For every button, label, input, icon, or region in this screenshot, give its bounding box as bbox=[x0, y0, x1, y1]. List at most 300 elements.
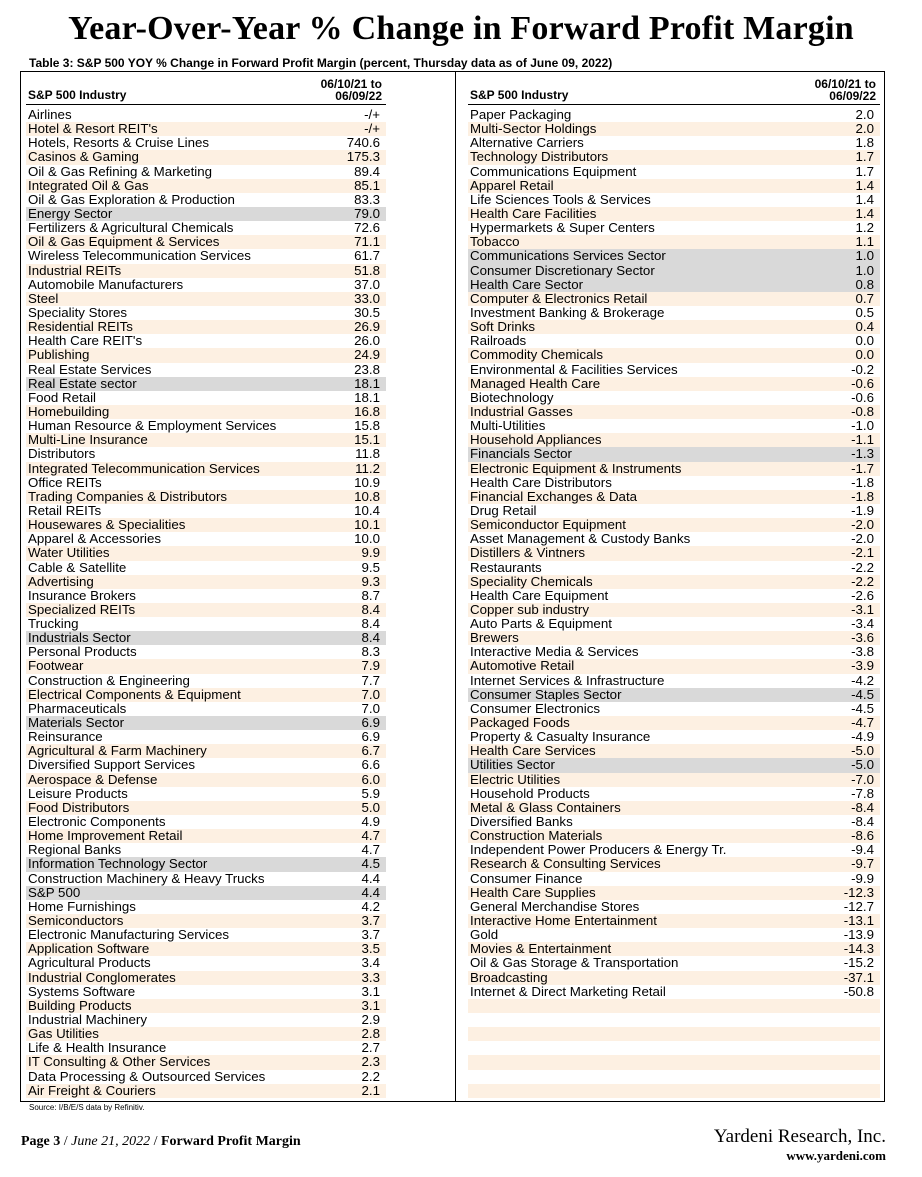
pct-change-value: 4.9 bbox=[361, 814, 380, 830]
table-row bbox=[26, 674, 386, 688]
industry-name: Drug Retail bbox=[470, 502, 537, 518]
industry-name: Communications Equipment bbox=[470, 163, 637, 179]
table-row bbox=[26, 179, 386, 193]
pct-change-value: 9.3 bbox=[361, 573, 380, 589]
table-row bbox=[26, 1070, 386, 1084]
industry-name: Industrial Conglomerates bbox=[28, 969, 176, 985]
industry-name: Office REITs bbox=[28, 474, 102, 490]
pct-change-value: 7.0 bbox=[361, 686, 380, 702]
industry-name: Integrated Oil & Gas bbox=[28, 177, 149, 193]
industry-name: Broadcasting bbox=[470, 969, 548, 985]
industry-name: Industrials Sector bbox=[28, 630, 131, 646]
industry-name: Energy Sector bbox=[28, 205, 113, 221]
pct-change-value: -/+ bbox=[364, 121, 380, 137]
table-row bbox=[26, 872, 386, 886]
industry-name: Alternative Carriers bbox=[470, 135, 584, 151]
table-row bbox=[468, 942, 880, 956]
pct-change-value: 2.7 bbox=[361, 1040, 380, 1056]
page-number: Page 3 bbox=[21, 1134, 61, 1149]
industry-name: Electronic Components bbox=[28, 814, 166, 830]
company-name: Yardeni Research, Inc. bbox=[713, 1126, 886, 1147]
industry-name: Movies & Entertainment bbox=[470, 941, 612, 957]
pct-change-value: 6.6 bbox=[361, 757, 380, 773]
sector-row bbox=[26, 631, 386, 645]
industry-name: Distillers & Vintners bbox=[470, 545, 586, 561]
table-row bbox=[26, 334, 386, 348]
pct-change-value: 8.4 bbox=[361, 601, 380, 617]
pct-change-value: 71.1 bbox=[354, 234, 380, 250]
pct-change-value: 175.3 bbox=[346, 149, 380, 165]
pct-change-value: 72.6 bbox=[354, 220, 380, 236]
table-row bbox=[468, 433, 880, 447]
industry-name: Health Care Distributors bbox=[470, 474, 612, 490]
table-row bbox=[26, 659, 386, 673]
footer-topic: Forward Profit Margin bbox=[160, 1134, 301, 1149]
table-row bbox=[468, 292, 880, 306]
pct-change-value: -5.0 bbox=[851, 757, 874, 773]
pct-change-value: -4.2 bbox=[851, 672, 874, 688]
pct-change-value: -3.9 bbox=[851, 658, 874, 674]
industry-name: Application Software bbox=[28, 941, 150, 957]
table-row bbox=[26, 462, 386, 476]
industry-name: S&P 500 bbox=[28, 884, 81, 900]
pct-change-value: 3.3 bbox=[361, 969, 380, 985]
industry-name: General Merchandise Stores bbox=[470, 898, 640, 914]
pct-change-value: 7.9 bbox=[361, 658, 380, 674]
industry-name: Electrical Components & Equipment bbox=[28, 686, 241, 702]
table-row bbox=[26, 928, 386, 942]
table-row bbox=[26, 122, 386, 136]
table-row bbox=[26, 532, 386, 546]
table-row bbox=[468, 928, 880, 942]
pct-change-value: -1.7 bbox=[851, 460, 874, 476]
industry-name: Insurance Brokers bbox=[28, 587, 136, 603]
table-row bbox=[468, 956, 880, 970]
pct-change-value: -15.2 bbox=[843, 955, 874, 971]
industry-name: Technology Distributors bbox=[470, 149, 609, 165]
page-title: Year-Over-Year % Change in Forward Profit Margin bbox=[68, 10, 854, 47]
table-row bbox=[26, 363, 386, 377]
table-row bbox=[26, 843, 386, 857]
pct-change-value: 4.5 bbox=[361, 856, 380, 872]
industry-name: Consumer Discretionary Sector bbox=[470, 262, 655, 278]
footer-date: June 21, 2022 bbox=[71, 1134, 151, 1149]
pct-change-value: 10.1 bbox=[354, 517, 380, 533]
table-row bbox=[468, 1084, 880, 1098]
table-row bbox=[26, 730, 386, 744]
industry-name: Airlines bbox=[28, 107, 72, 122]
industry-name: Hotels, Resorts & Cruise Lines bbox=[28, 135, 210, 151]
industry-name: Air Freight & Couriers bbox=[28, 1082, 156, 1098]
table-row bbox=[468, 518, 880, 532]
pct-change-value: 2.8 bbox=[361, 1026, 380, 1042]
table-row bbox=[26, 518, 386, 532]
table-row bbox=[468, 476, 880, 490]
industry-name: Gas Utilities bbox=[28, 1026, 99, 1042]
pct-change-value: 1.4 bbox=[855, 205, 874, 221]
table-row bbox=[468, 561, 880, 575]
industry-name: Internet & Direct Marketing Retail bbox=[470, 983, 666, 999]
industry-name: Speciality Chemicals bbox=[470, 573, 593, 589]
pct-change-value: 3.1 bbox=[361, 983, 380, 999]
pct-change-value: -2.2 bbox=[851, 573, 874, 589]
table-row bbox=[468, 659, 880, 673]
pct-change-value: -2.0 bbox=[851, 531, 874, 547]
table-row bbox=[26, 956, 386, 970]
industry-name: Utilities Sector bbox=[470, 757, 555, 773]
industry-name: Diversified Support Services bbox=[28, 757, 196, 773]
industry-name: Industrial Machinery bbox=[28, 1012, 147, 1027]
pct-change-value: 10.9 bbox=[354, 474, 380, 490]
table-row bbox=[468, 1027, 880, 1041]
table-row bbox=[468, 603, 880, 617]
pct-change-value: -5.0 bbox=[851, 743, 874, 759]
table-row bbox=[468, 617, 880, 631]
industry-name: Asset Management & Custody Banks bbox=[470, 531, 691, 547]
table-row bbox=[26, 278, 386, 292]
pct-change-value: 4.4 bbox=[361, 884, 380, 900]
right-column-header bbox=[468, 72, 880, 105]
table-row bbox=[26, 589, 386, 603]
pct-change-value: -3.6 bbox=[851, 630, 874, 646]
industry-name: Multi-Sector Holdings bbox=[470, 121, 597, 137]
table-row bbox=[468, 363, 880, 377]
industry-name: Personal Products bbox=[28, 644, 137, 660]
industry-name: Homebuilding bbox=[28, 403, 110, 419]
pct-change-value: 2.1 bbox=[361, 1082, 380, 1098]
pct-change-value: -9.9 bbox=[851, 870, 874, 886]
industry-name: Systems Software bbox=[28, 983, 136, 999]
industry-name: Oil & Gas Equipment & Services bbox=[28, 234, 220, 250]
table-row bbox=[468, 193, 880, 207]
pct-change-value: 24.9 bbox=[354, 347, 380, 363]
pct-change-value: 3.1 bbox=[361, 997, 380, 1013]
table-row bbox=[468, 462, 880, 476]
table-row bbox=[468, 306, 880, 320]
industry-name: Oil & Gas Refining & Marketing bbox=[28, 163, 213, 179]
table-row bbox=[26, 136, 386, 150]
pct-change-value: 18.1 bbox=[354, 389, 380, 405]
pct-change-value: 3.4 bbox=[361, 955, 380, 971]
pct-change-value: 51.8 bbox=[354, 262, 380, 278]
footer-right bbox=[714, 1126, 886, 1164]
table-row bbox=[468, 419, 880, 433]
industry-name: Cable & Satellite bbox=[28, 559, 127, 575]
pct-change-value: 7.7 bbox=[361, 672, 380, 688]
industry-name: Financial Exchanges & Data bbox=[470, 488, 638, 504]
table-row bbox=[26, 702, 386, 716]
industry-name: Advertising bbox=[28, 573, 94, 589]
pct-change-value: 4.2 bbox=[361, 898, 380, 914]
industry-name: Water Utilities bbox=[28, 545, 110, 561]
industry-name: Wireless Telecommunication Services bbox=[28, 248, 251, 264]
pct-change-value: -4.5 bbox=[851, 686, 874, 702]
pct-change-value: 1.0 bbox=[855, 262, 874, 278]
industry-name: Computer & Electronics Retail bbox=[470, 290, 648, 306]
table-row bbox=[26, 829, 386, 843]
table-row bbox=[468, 971, 880, 985]
table-row bbox=[468, 886, 880, 900]
website-link[interactable]: www.yardeni.com bbox=[786, 1148, 886, 1163]
table-row bbox=[26, 645, 386, 659]
table-row bbox=[468, 985, 880, 999]
pct-change-value: -0.6 bbox=[851, 389, 874, 405]
industry-name: Paper Packaging bbox=[470, 107, 572, 122]
pct-change-value: 3.7 bbox=[361, 927, 380, 943]
pct-change-value: 1.8 bbox=[855, 135, 874, 151]
industry-name: Agricultural Products bbox=[28, 955, 151, 971]
pct-change-value: -37.1 bbox=[843, 969, 874, 985]
table-row bbox=[468, 631, 880, 645]
pct-change-value: -4.9 bbox=[851, 729, 874, 745]
pct-change-value: 4.4 bbox=[361, 870, 380, 886]
pct-change-value: -/+ bbox=[364, 107, 380, 122]
pct-change-value: 61.7 bbox=[354, 248, 380, 264]
pct-change-value: 11.2 bbox=[355, 460, 380, 476]
pct-change-value: 5.0 bbox=[361, 799, 380, 815]
industry-name: Leisure Products bbox=[28, 785, 128, 801]
table-row bbox=[468, 843, 880, 857]
industry-name: Construction Machinery & Heavy Trucks bbox=[28, 870, 265, 886]
industry-name: Apparel Retail bbox=[470, 177, 554, 193]
industry-name: Railroads bbox=[470, 333, 527, 349]
industry-name: Fertilizers & Agricultural Chemicals bbox=[28, 220, 234, 236]
table-row bbox=[468, 179, 880, 193]
table-row bbox=[26, 773, 386, 787]
pct-change-value: 2.2 bbox=[361, 1068, 380, 1084]
industry-name: Human Resource & Employment Services bbox=[28, 418, 277, 434]
pct-change-value: 0.0 bbox=[855, 333, 874, 349]
industry-name: Consumer Staples Sector bbox=[470, 686, 622, 702]
pct-change-value: -2.6 bbox=[851, 587, 874, 603]
left-column bbox=[26, 72, 386, 1098]
table-row bbox=[26, 744, 386, 758]
industry-name: Speciality Stores bbox=[28, 304, 128, 320]
pct-change-value: 26.9 bbox=[354, 319, 380, 335]
table-row bbox=[468, 504, 880, 518]
pct-change-value: 1.2 bbox=[855, 220, 874, 236]
table-row bbox=[26, 433, 386, 447]
industry-name: Information Technology Sector bbox=[28, 856, 208, 872]
pct-change-value: -12.7 bbox=[843, 898, 874, 914]
industry-header-label: S&P 500 Industry bbox=[470, 88, 569, 102]
industry-name: Soft Drinks bbox=[470, 319, 536, 335]
industry-name: Specialized REITs bbox=[28, 601, 136, 617]
industry-name: Trading Companies & Distributors bbox=[28, 488, 228, 504]
industry-name: Commodity Chemicals bbox=[470, 347, 604, 363]
pct-change-value: 0.4 bbox=[855, 319, 874, 335]
pct-change-value: 83.3 bbox=[354, 191, 380, 207]
industry-name: Residential REITs bbox=[28, 319, 133, 335]
pct-change-value: -50.8 bbox=[843, 983, 874, 999]
table-row bbox=[468, 122, 880, 136]
table-row bbox=[26, 447, 386, 461]
industry-name: Health Care Equipment bbox=[470, 587, 609, 603]
right-column bbox=[468, 72, 880, 1098]
table-row bbox=[26, 801, 386, 815]
table-row bbox=[468, 377, 880, 391]
table-row bbox=[468, 391, 880, 405]
industry-name: Aerospace & Defense bbox=[28, 771, 158, 787]
table-row bbox=[26, 1027, 386, 1041]
industry-name: Home Furnishings bbox=[28, 898, 136, 914]
industry-name: Industrial REITs bbox=[28, 262, 122, 278]
pct-change-value: 0.5 bbox=[855, 304, 874, 320]
pct-change-value: -4.7 bbox=[851, 715, 874, 731]
industry-name: Distributors bbox=[28, 446, 96, 462]
pct-change-value: 3.7 bbox=[361, 913, 380, 929]
industry-name: Hotel & Resort REIT's bbox=[28, 121, 158, 137]
pct-change-value: 8.3 bbox=[361, 644, 380, 660]
table-row bbox=[26, 1084, 386, 1098]
table-row bbox=[468, 207, 880, 221]
table-row bbox=[26, 900, 386, 914]
industry-name: Investment Banking & Brokerage bbox=[470, 304, 665, 320]
period-header-label: 06/10/21 to 06/09/22 bbox=[814, 77, 876, 103]
table-row bbox=[26, 235, 386, 249]
pct-change-value: -8.4 bbox=[851, 814, 874, 830]
pct-change-value: 2.0 bbox=[855, 107, 874, 122]
pct-change-value: -7.8 bbox=[851, 785, 874, 801]
industry-header-label: S&P 500 Industry bbox=[28, 88, 127, 102]
industry-name: Packaged Foods bbox=[470, 715, 570, 731]
industry-name: Oil & Gas Storage & Transportation bbox=[470, 955, 679, 971]
pct-change-value: -8.6 bbox=[851, 828, 874, 844]
table-row bbox=[468, 532, 880, 546]
table-row bbox=[468, 1013, 880, 1027]
industry-name: Consumer Finance bbox=[470, 870, 583, 886]
industry-name: Metal & Glass Containers bbox=[470, 799, 621, 815]
table-row bbox=[468, 857, 880, 871]
table-row bbox=[26, 999, 386, 1013]
industry-name: Trucking bbox=[28, 616, 79, 632]
pct-change-value: 15.8 bbox=[354, 418, 380, 434]
table-row bbox=[468, 108, 880, 122]
industry-name: Household Products bbox=[470, 785, 590, 801]
pct-change-value: 0.7 bbox=[855, 290, 874, 306]
pct-change-value: 79.0 bbox=[354, 205, 380, 221]
pct-change-value: -1.8 bbox=[851, 488, 874, 504]
industry-name: Building Products bbox=[28, 997, 132, 1013]
table-row bbox=[26, 1013, 386, 1027]
industry-name: Internet Services & Infrastructure bbox=[470, 672, 665, 688]
pct-change-value: 1.0 bbox=[855, 248, 874, 264]
pct-change-value: 8.4 bbox=[361, 630, 380, 646]
table-row bbox=[468, 801, 880, 815]
industry-name: Data Processing & Outsourced Services bbox=[28, 1068, 266, 1084]
table-row bbox=[26, 476, 386, 490]
pct-change-value: 16.8 bbox=[354, 403, 380, 419]
industry-name: Reinsurance bbox=[28, 729, 103, 745]
table-row bbox=[26, 249, 386, 263]
industry-name: Interactive Home Entertainment bbox=[470, 913, 657, 929]
table-row bbox=[26, 419, 386, 433]
table-row bbox=[26, 1055, 386, 1069]
table-row bbox=[468, 490, 880, 504]
pct-change-value: 0.0 bbox=[855, 347, 874, 363]
pct-change-value: 740.6 bbox=[346, 135, 380, 151]
pct-change-value: 18.1 bbox=[354, 375, 380, 391]
pct-change-value: 15.1 bbox=[354, 432, 380, 448]
industry-name: Health Care Facilities bbox=[470, 205, 597, 221]
pct-change-value: 4.7 bbox=[361, 828, 380, 844]
sector-row bbox=[468, 688, 880, 702]
pct-change-value: -1.1 bbox=[851, 432, 874, 448]
pct-change-value: 8.4 bbox=[361, 616, 380, 632]
industry-name: Health Care Supplies bbox=[470, 884, 596, 900]
pct-change-value: -2.0 bbox=[851, 517, 874, 533]
pct-change-value: 26.0 bbox=[354, 333, 380, 349]
table-row bbox=[468, 829, 880, 843]
table-row bbox=[468, 150, 880, 164]
pct-change-value: 10.8 bbox=[354, 488, 380, 504]
pct-change-value: 2.3 bbox=[361, 1054, 380, 1070]
table-row bbox=[26, 758, 386, 772]
industry-name: Oil & Gas Exploration & Production bbox=[28, 191, 235, 207]
pct-change-value: 6.9 bbox=[361, 715, 380, 731]
table-row bbox=[26, 971, 386, 985]
table-row bbox=[26, 320, 386, 334]
table-row bbox=[26, 405, 386, 419]
pct-change-value: 10.4 bbox=[354, 502, 380, 518]
table-row bbox=[468, 235, 880, 249]
pct-change-value: 6.7 bbox=[361, 743, 380, 759]
pct-change-value: -12.3 bbox=[843, 884, 874, 900]
table-row bbox=[26, 264, 386, 278]
industry-name: Casinos & Gaming bbox=[28, 149, 139, 165]
industry-name: Tobacco bbox=[470, 234, 520, 250]
pct-change-value: 1.7 bbox=[855, 163, 874, 179]
industry-name: Diversified Banks bbox=[470, 814, 573, 830]
industry-name: Life & Health Insurance bbox=[28, 1040, 167, 1056]
table-row bbox=[468, 872, 880, 886]
table-caption: Table 3: S&P 500 YOY % Change in Forward Profit Margin (percent, Thursday data as of June 09, 2022) bbox=[29, 56, 613, 70]
industry-name: Publishing bbox=[28, 347, 90, 363]
table-row bbox=[26, 165, 386, 179]
industry-name: Construction & Engineering bbox=[28, 672, 190, 688]
table-row bbox=[468, 1070, 880, 1084]
pct-change-value: 11.8 bbox=[355, 446, 380, 462]
table-row bbox=[468, 405, 880, 419]
industry-name: Materials Sector bbox=[28, 715, 125, 731]
table-row bbox=[26, 108, 386, 122]
table-row bbox=[26, 688, 386, 702]
industry-name: Health Care Sector bbox=[470, 276, 584, 292]
pct-change-value: 89.4 bbox=[354, 163, 380, 179]
industry-name: Health Care Services bbox=[470, 743, 596, 759]
pct-change-value: -0.2 bbox=[851, 361, 874, 377]
pct-change-value: 5.9 bbox=[361, 785, 380, 801]
table-row bbox=[468, 165, 880, 179]
industry-name: Life Sciences Tools & Services bbox=[470, 191, 651, 207]
table-row bbox=[26, 561, 386, 575]
industry-name: Integrated Telecommunication Services bbox=[28, 460, 260, 476]
industry-name: Consumer Electronics bbox=[470, 700, 601, 716]
industry-name: Independent Power Producers & Energy Tr. bbox=[470, 842, 727, 858]
industry-name: Construction Materials bbox=[470, 828, 603, 844]
industry-name: Real Estate Services bbox=[28, 361, 152, 377]
industry-name: Automotive Retail bbox=[470, 658, 575, 674]
table-row bbox=[26, 306, 386, 320]
industry-name: Multi-Utilities bbox=[470, 418, 546, 434]
industry-name: Financials Sector bbox=[470, 446, 572, 462]
industry-name: Interactive Media & Services bbox=[470, 644, 639, 660]
table-row bbox=[26, 575, 386, 589]
table-row bbox=[468, 320, 880, 334]
pct-change-value: 10.0 bbox=[354, 531, 380, 547]
sector-row bbox=[26, 207, 386, 221]
table-row bbox=[26, 617, 386, 631]
